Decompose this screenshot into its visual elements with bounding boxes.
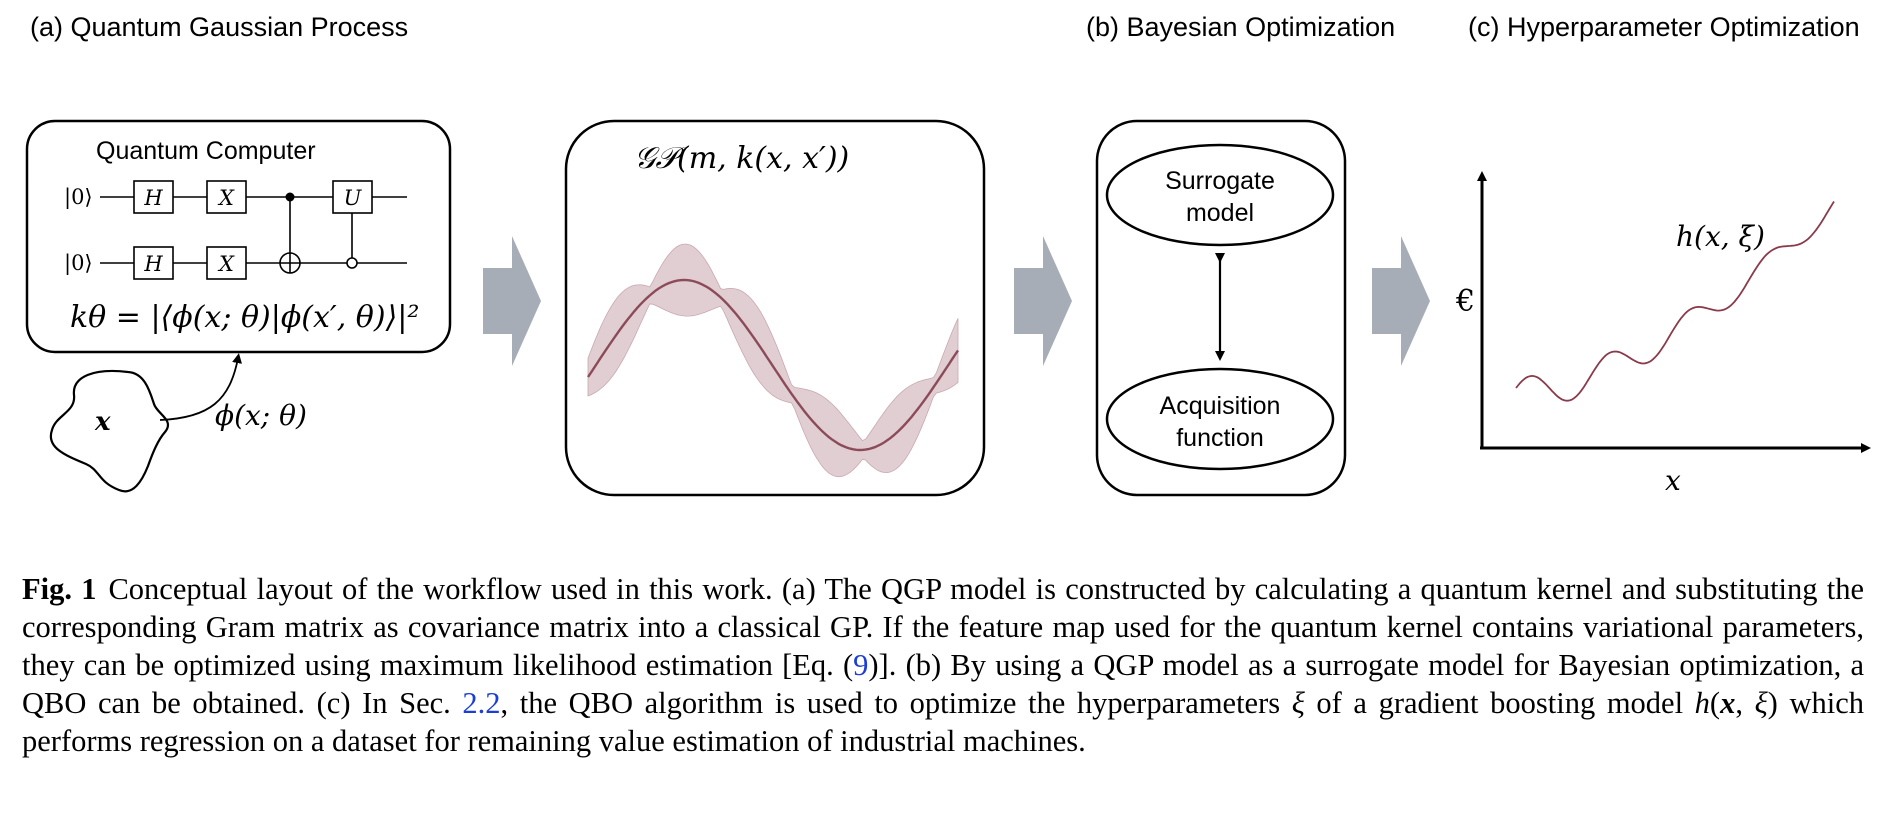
y-axis-label: € xyxy=(1456,284,1476,319)
svg-text:X: X xyxy=(219,186,234,210)
surrogate-model-node xyxy=(1107,145,1333,245)
qubit-1-label: |0⟩ xyxy=(64,185,93,209)
open-control-dot xyxy=(347,258,357,268)
caption-paren-open: ( xyxy=(1709,686,1721,720)
flow-arrow-1 xyxy=(483,236,541,366)
acquisition-line-1: Acquisition xyxy=(1159,392,1281,420)
x-axis-label: x xyxy=(1665,464,1681,497)
cnot-control-dot xyxy=(286,193,295,202)
svg-text:U: U xyxy=(343,186,362,210)
figure-caption xyxy=(22,570,1864,760)
gp-confidence-band xyxy=(588,244,958,477)
caption-label: Fig. 1 xyxy=(22,572,97,606)
gate-x-2 xyxy=(207,247,246,279)
caption-text-5: which performs regression on a dataset for remaining value estimation of industrial machines. xyxy=(22,686,1864,758)
caption-text-2: )]. (b) By using a QGP model as a surrogate model for Bayesian optimization, a QBO can be obtained. (c) In Sec. xyxy=(22,648,1865,720)
quantum-computer-title: Quantum Computer xyxy=(96,137,316,165)
blob-x-label: x xyxy=(95,407,111,437)
gate-h-2 xyxy=(134,247,173,279)
panel-a-title: (a) Quantum Gaussian Process xyxy=(30,12,409,42)
surrogate-line-2: model xyxy=(1185,199,1255,227)
curve-label: h(x, ξ) xyxy=(1676,220,1765,253)
feature-map-label: ϕ(x; θ) xyxy=(215,399,307,432)
flow-arrow-2 xyxy=(1014,236,1072,366)
svg-text:X: X xyxy=(219,252,234,276)
gate-x-1 xyxy=(207,181,246,213)
gate-h-1 xyxy=(134,181,173,213)
svg-text:H: H xyxy=(144,186,163,210)
caption-h: h xyxy=(1694,686,1710,720)
equation-link[interactable]: 9 xyxy=(853,648,869,682)
caption-paren-close: ) xyxy=(1767,686,1778,720)
qubit-2-label: |0⟩ xyxy=(64,251,93,275)
caption-text-1: Conceptual layout of the workflow used in this work. (a) The QGP model is constructed by calculating a quantum kernel and substituting the corresponding Gram matrix as covariance matrix into a classical GP. If the feature map used for the quantum kernel contains variational parameters, they can be optimized using maximum likelihood estimation [Eq. ( xyxy=(22,572,1864,682)
section-link[interactable]: 2.2 xyxy=(462,686,501,720)
gp-formula: 𝒢𝒫(m, k(x, x′)) xyxy=(634,141,850,176)
svg-text:H: H xyxy=(144,252,163,276)
flow-arrow-3 xyxy=(1372,236,1430,366)
panel-c-title: (c) Hyperparameter Optimization xyxy=(1468,12,1860,42)
gate-u xyxy=(333,181,372,213)
cnot-target xyxy=(280,253,300,273)
objective-curve xyxy=(1516,202,1834,401)
surrogate-line-1: Surrogate xyxy=(1165,167,1275,195)
kernel-formula: kθ = |⟨ϕ(x; θ)|ϕ(x′, θ)⟩|² xyxy=(70,300,420,335)
caption-comma: , xyxy=(1735,686,1755,720)
caption-text-3: , the QBO algorithm is used to optimize the hyperparameters xyxy=(500,686,1292,720)
caption-xi-2: ξ xyxy=(1754,686,1768,720)
caption-text-4: of a gradient boosting model xyxy=(1304,686,1695,720)
panel-b-title: (b) Bayesian Optimization xyxy=(1086,12,1396,42)
caption-x: x xyxy=(1720,686,1736,720)
caption-xi: ξ xyxy=(1291,686,1305,720)
acquisition-line-2: function xyxy=(1176,424,1264,452)
